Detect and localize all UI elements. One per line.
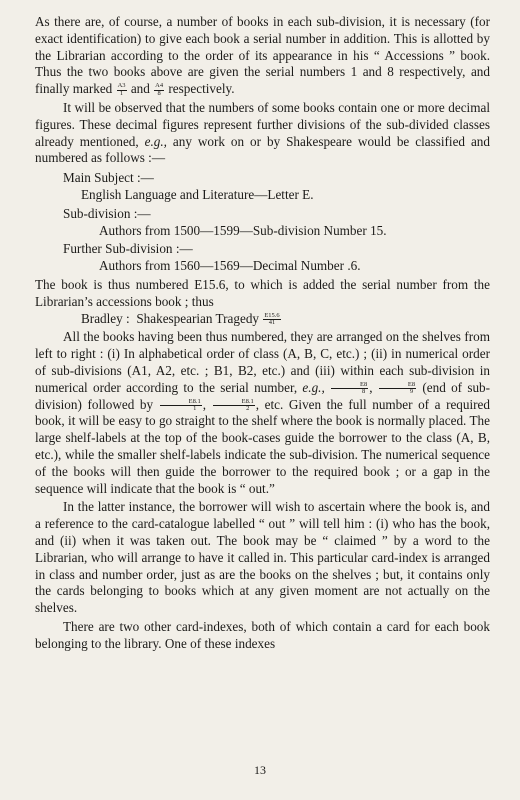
fraction-e8-9: $\frac{E8}{9}$ — [379, 382, 416, 396]
paragraph-out-catalogue: In the latter instance, the borrower will wish to ascertain where the book is, and a reference to the card-catalogue labelled “ out ” will tell him : (i) who has the book, and (ii) when it was taken out. The book may be “ claimed ” by a word to the Librarian, who will arrange to have it called in. This particular card-index is arranged in class and number order, just as are the books on the shelves ; but, it contains only the cards belonging to books which at any given moment are not actually on the shelves. — [35, 499, 490, 616]
fraction-e8-1-1: $\frac{E8.1}{1}$ — [160, 399, 202, 413]
outline-main-value: English Language and Literature—Letter E. — [81, 186, 314, 202]
outline-main-label: Main Subject :— — [63, 170, 154, 186]
fraction-a4-8: $\frac{A4}{8}$ — [155, 82, 164, 97]
paragraph-serial-number: As there are, of course, a number of books in each sub-division, it is necessary (for exact identification) to give each book a serial number in addition. This is allotted by the Librarian according to the order of its appearance in his “ Accessions ” book. Thus the two books above are given the serial numbers 1 and 8 respectively, and finally marked $\frac{A3}{1}$ and $\frac{A4}{8}$ respectively. — [35, 14, 490, 97]
fraction-e8-1-2: $\frac{E8.1}{2}$ — [213, 399, 255, 413]
paragraph-card-indexes: There are two other card-indexes, both of which contain a card for each book belonging to the library. One of these indexes — [35, 618, 490, 651]
paragraph-numbered: The book is thus numbered E15.6, to which is added the serial number from the Librarian’s accessions book ; thus — [35, 276, 490, 309]
fraction-a3-1: $\frac{A3}{1}$ — [117, 82, 126, 97]
outline-further-value: Authors from 1560—1569—Decimal Number .6. — [99, 258, 361, 274]
outline-sub-value: Authors from 1500—1599—Sub-division Number 15. — [99, 222, 387, 238]
page-number: 13 — [254, 763, 266, 777]
paragraph-shelf-arrangement: All the books having been thus numbered, they are arranged on the shelves from left to right : (i) In alphabetical order of class (A, B, C, etc.) ; (ii) in numerical order of sub-divisions (A1, A2, etc. ; B1, B2, etc.) and (iii) within each sub-division in numerical order according to the serial number, e.g., $\frac{E8}{8}$ , $\frac{E8}{9}$ (end of sub-division) followed by $\frac{E8.1}{1}$ , $\frac{E8.1}{2}$ , etc. Given the full number of a required book, it will be easy to go straight to the shelf where the book is normally placed. The large shelf-labels at the top of the book-cases guide the borrower to the class (A, B, etc.), while the smaller shelf-labels indicate the sub-division. The numerical sequence of the books will then guide the borrower to the required book ; or a gap in the sequence will indicate that the book is “ out.” — [35, 329, 491, 496]
classification-outline — [35, 170, 490, 275]
fraction-e8-8: $\frac{E8}{8}$ — [331, 382, 368, 396]
paragraph-decimal-figures: It will be observed that the numbers of some books contain one or more decimal figures. These decimal figures represent further divisions of the sub-divided classes already mentioned, e.g., any work on or by Shakespeare would be classified and numbered as follows :— — [35, 99, 490, 166]
outline-further-label: Further Sub-division :— — [63, 241, 193, 257]
outline-sub-label: Sub-division :— — [63, 205, 151, 221]
fraction-e15-6-41: $\frac{E15.6}{41}$ — [264, 311, 280, 327]
example-bradley: Bradley : Shakespearian Tragedy $\frac{E15.6}{41}$ — [81, 310, 280, 327]
